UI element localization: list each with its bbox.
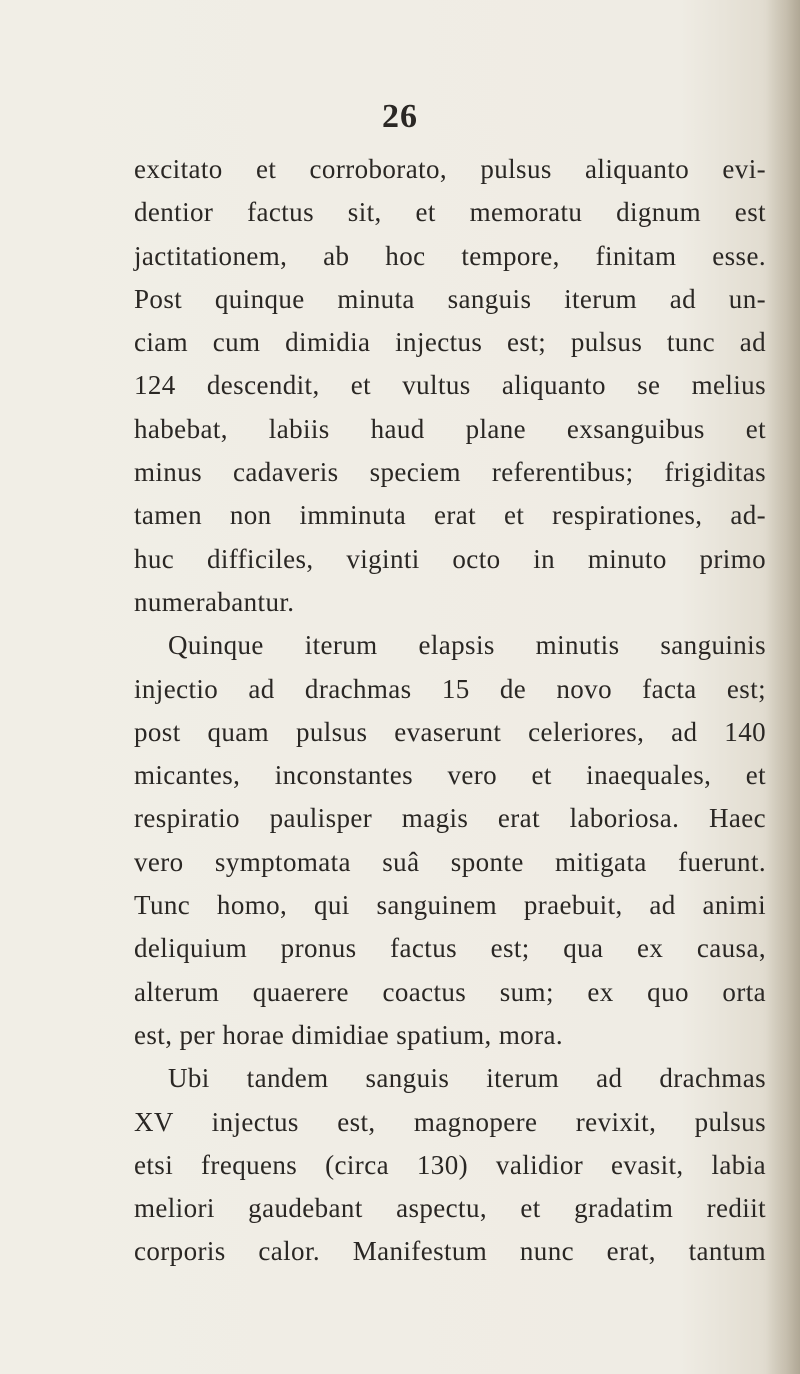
text-line: post quam pulsus evaserunt celeriores, ad 140 xyxy=(134,716,766,747)
page-number: 26 xyxy=(382,98,418,135)
text-line: habebat, labiis haud plane exsanguibus et xyxy=(134,413,766,444)
text-line: Quinque iterum elapsis minutis sanguinis xyxy=(168,630,766,661)
text-line: Post quinque minuta sanguis iterum ad un- xyxy=(134,283,766,314)
text-line: 124 descendit, et vultus aliquanto se melius xyxy=(134,370,766,401)
text-line: deliquium pronus factus est; qua ex causa, xyxy=(134,933,766,964)
text-line: respiratio paulisper magis erat laboriosa. Haec xyxy=(134,803,766,834)
text-line: Tunc homo, qui sanguinem praebuit, ad animi xyxy=(134,890,766,921)
page-edge-shadow xyxy=(766,0,800,1374)
text-line: dentior factus sit, et memoratu dignum est xyxy=(134,197,766,228)
text-line: minus cadaveris speciem referentibus; frigiditas xyxy=(134,457,766,488)
text-line: Ubi tandem sanguis iterum ad drachmas xyxy=(168,1063,766,1094)
text-line: est, per horae dimidiae spatium, mora. xyxy=(134,1019,564,1050)
text-line: tamen non imminuta erat et respirationes, ad- xyxy=(134,500,766,531)
text-line: micantes, inconstantes vero et inaequales, et xyxy=(134,760,766,791)
text-line: excitato et corroborato, pulsus aliquanto evi- xyxy=(134,154,766,184)
text-line: etsi frequens (circa 130) validior evasit, labia xyxy=(134,1149,766,1180)
text-line: jactitationem, ab hoc tempore, finitam esse. xyxy=(134,240,766,271)
text-line: injectio ad drachmas 15 de novo facta est; xyxy=(134,673,766,704)
body-text xyxy=(134,148,766,1274)
text-line: ciam cum dimidia injectus est; pulsus tunc ad xyxy=(134,327,766,358)
text-line: vero symptomata suâ sponte mitigata fuerunt. xyxy=(134,846,766,877)
text-line: numerabantur. xyxy=(134,586,295,617)
text-line: meliori gaudebant aspectu, et gradatim rediit xyxy=(134,1193,766,1224)
text-line: huc difficiles, viginti octo in minuto primo xyxy=(134,543,766,574)
text-line: alterum quaerere coactus sum; ex quo orta xyxy=(134,976,766,1007)
text-line: corporis calor. Manifestum nunc erat, tantum xyxy=(134,1236,766,1267)
text-line: XV injectus est, magnopere revixit, pulsus xyxy=(134,1106,766,1137)
